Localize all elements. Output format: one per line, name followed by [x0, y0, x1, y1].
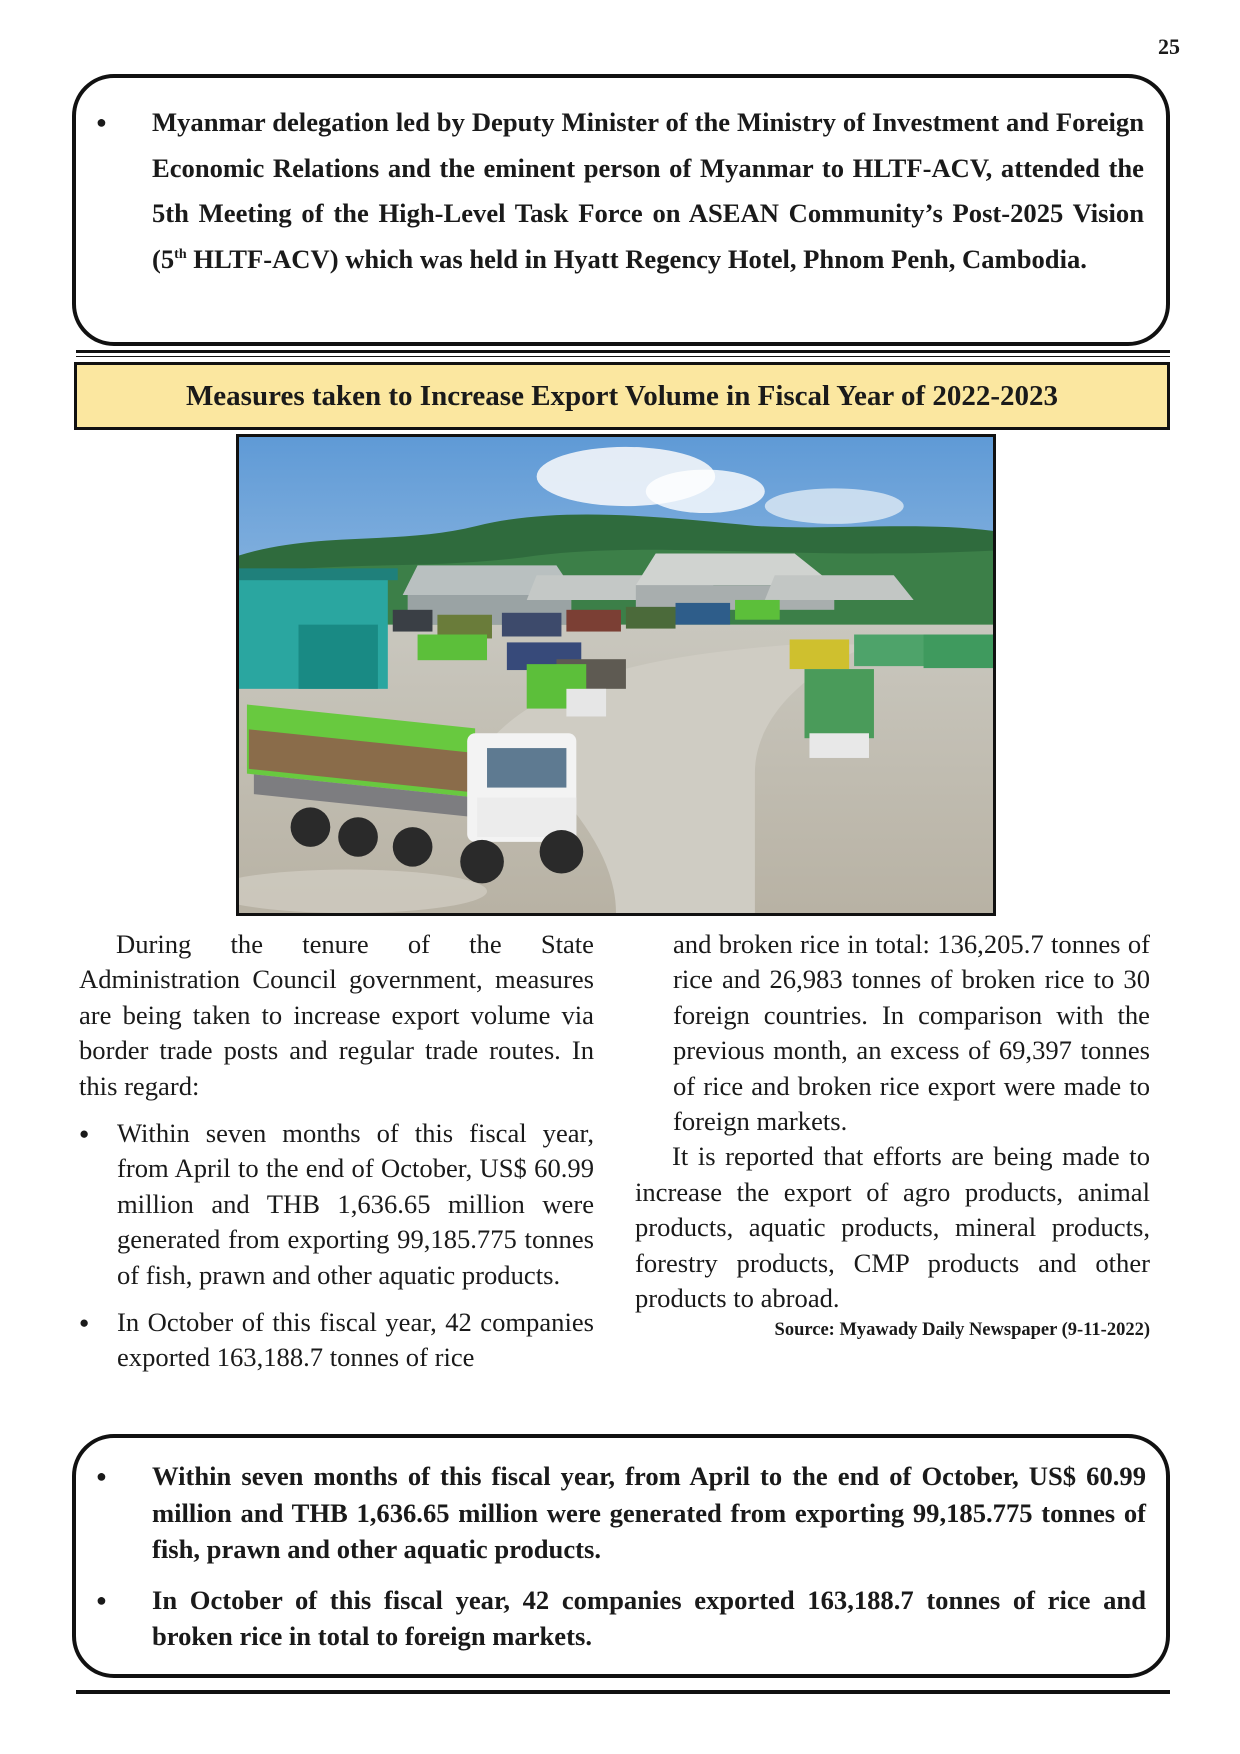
bottom-highlight-box: [72, 1434, 1170, 1678]
top-box-text: Myanmar delegation led by Deputy Minister of the Ministry of Investment and Foreign Economic Relations and the eminent person of Myanmar to HLTF-ACV, attended the 5th Meeting of the High-Level Task Force on ASEAN Community’s Post-2025 Vision (5th HLTF-ACV) which was held in Hyatt Regency Hotel, Phnom Penh, Cambodia.: [152, 107, 1144, 274]
trucks-at-border-trade-post-photo-icon: [239, 437, 993, 913]
bullet-continuation: and broken rice in total: 136,205.7 tonnes of rice and 26,983 tonnes of broken rice to 30 foreign countries. In comparison with the previous month, an excess of 69,397 tonnes of rice and broken rice export were made to foreign markets.: [673, 929, 1150, 1137]
section-title: Measures taken to Increase Export Volume in Fiscal Year of 2022-2023: [74, 362, 1170, 430]
bullet-icon: ●: [96, 1466, 107, 1486]
intro-paragraph: During the tenure of the State Administration Council government, measures are being taken to increase export volume via border trade posts and regular trade routes. In this regard:: [79, 929, 594, 1101]
left-column: [79, 927, 594, 1388]
bullet-icon: ●: [79, 1124, 90, 1144]
right-column: [635, 927, 1150, 1344]
trucks-photo: [236, 434, 996, 916]
divider-line: [76, 350, 1170, 357]
page-number: 25: [1158, 34, 1180, 59]
bullet-icon: ●: [96, 1589, 107, 1610]
list-item: ● Within seven months of this fiscal year, from April to the end of October, US$ 60.99 million and THB 1,636.65 million were generated from exporting 99,185.775 tonnes of fish, prawn and other aquatic products.: [79, 1118, 594, 1290]
bottom-divider-line: [76, 1690, 1170, 1694]
bullet-icon: ●: [79, 1313, 90, 1333]
bottom-box-bullet-item: ● Within seven months of this fiscal year, from April to the end of October, US$ 60.99 million and THB 1,636.65 million were generated from exporting 99,185.775 tonnes of fish, prawn and other aquatic products.: [96, 1458, 1146, 1568]
top-box-bullet-item: [96, 100, 1144, 282]
list-item: ● In October of this fiscal year, 42 companies exported 163,188.7 tonnes of rice: [79, 1307, 594, 1373]
source-citation: Source: Myawady Daily Newspaper (9-11-2022): [774, 1320, 1150, 1341]
bottom-box-bullet-item: ● In October of this fiscal year, 42 companies exported 163,188.7 tonnes of rice and broken rice in total to foreign markets.: [96, 1582, 1146, 1655]
bullet-icon: ●: [96, 112, 107, 132]
top-highlight-box: [72, 74, 1170, 346]
closing-paragraph: It is reported that efforts are being made to increase the export of agro products, animal products, aquatic products, mineral products, forestry products, CMP products and other products to abroad.: [635, 1141, 1150, 1314]
